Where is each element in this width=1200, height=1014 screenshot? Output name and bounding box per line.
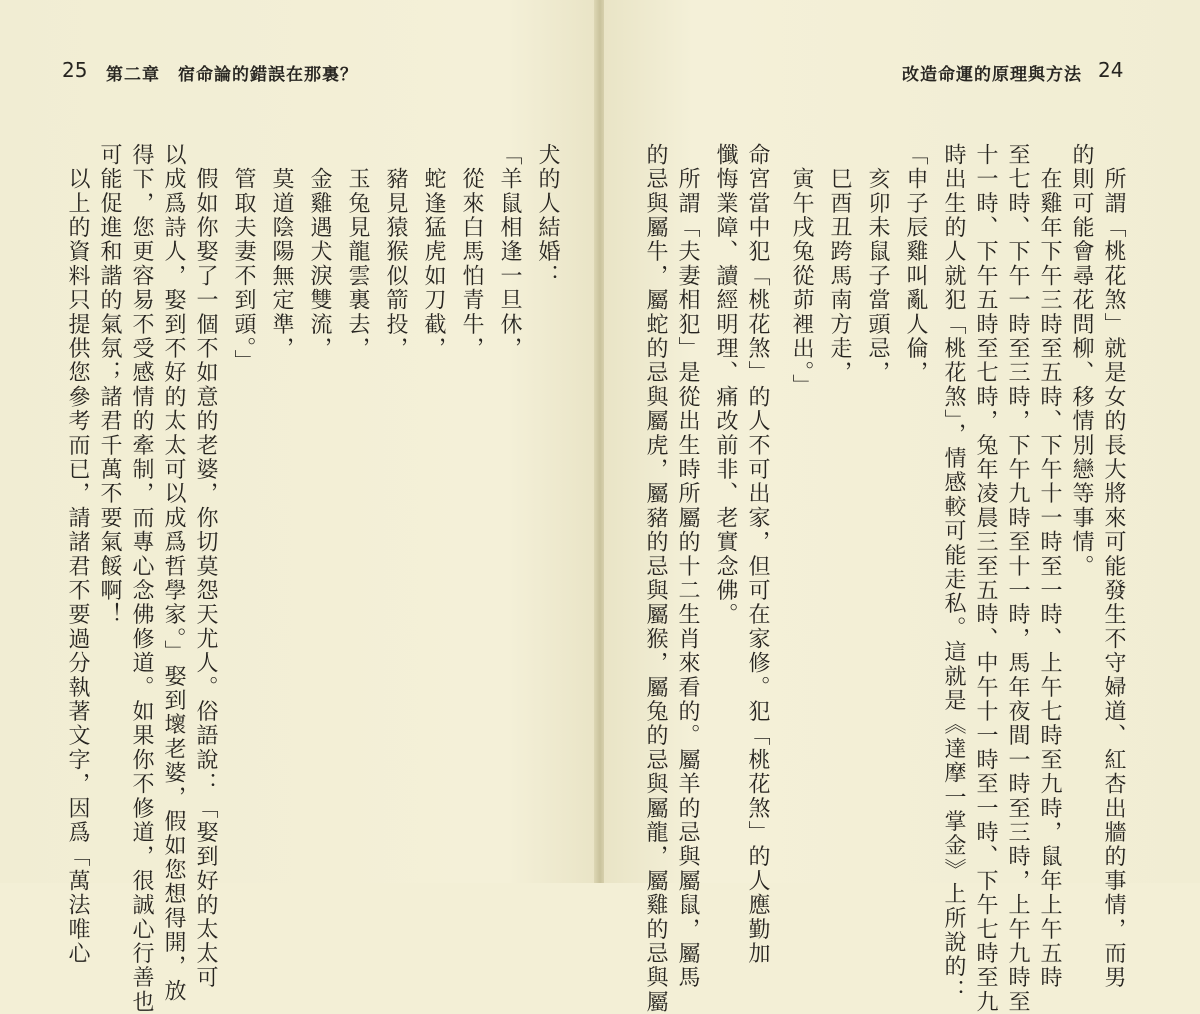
text-column: 從來白馬怕青牛， [459, 143, 484, 361]
left-page [0, 0, 596, 1014]
text-column: 「申子辰雞叫亂人倫， [903, 143, 928, 385]
text-column: 亥卯未鼠子當頭忌， [865, 143, 890, 385]
page-number: 24 [1098, 58, 1124, 82]
text-column: 金雞遇犬淚雙流， [307, 143, 332, 361]
text-column: 時出生的人就犯「桃花煞」，情感較可能走私。這就是《達摩一掌金》上所說的： [941, 143, 966, 1004]
text-column: 「羊鼠相逢一旦休， [497, 143, 522, 361]
text-column: 在雞年下午三時至五時、下午十一時至一時、上午七時至九時，鼠年上午五時 [1037, 143, 1062, 990]
text-column: 玉兔見龍雲裏去， [345, 143, 370, 361]
text-column: 所謂「桃花煞」就是女的長大將來可能發生不守婦道、紅杏出牆的事情，而男 [1101, 143, 1126, 990]
text-column: 莫道陰陽無定準， [269, 143, 294, 361]
text-column: 懺悔業障、讀經明理、痛改前非、老實念佛。 [713, 143, 738, 627]
running-header: 第二章 宿命論的錯誤在那裏？ [106, 65, 358, 85]
text-column: 以上的資料只提供您參考而已，請諸君不要過分執著文字，因爲「萬法唯心 [65, 143, 90, 966]
text-column: 蛇逢猛虎如刀截， [421, 143, 446, 361]
text-column: 寅午戌兔從茆裡出。」 [789, 143, 814, 399]
text-column: 所謂「夫妻相犯」是從出生時所屬的十二生肖來看的。屬羊的忌與屬鼠，屬馬 [675, 143, 700, 990]
text-column: 巳酉丑跨馬南方走， [827, 143, 852, 385]
text-column: 以成爲詩人，娶到不好的太太可以成爲哲學家。」娶到壞老婆，假如您想得開，放 [161, 143, 186, 1004]
text-column: 十一時、下午五時至七時，兔年凌晨三至五時、中午十一時至一時、下午七時至九 [973, 143, 998, 1014]
running-header: 改造命運的原理與方法 [902, 65, 1082, 85]
text-column: 至七時、下午一時至三時，下午九時至十一時，馬年夜間一時至三時，上午九時至 [1005, 143, 1030, 1014]
text-column: 豬見猿猴似箭投， [383, 143, 408, 361]
text-column: 假如你娶了一個不如意的老婆，你切莫怨天尤人。俗語說：「娶到好的太太可 [193, 143, 218, 990]
right-page [604, 0, 1200, 1014]
text-column: 的則可能會尋花問柳、移情別戀等事情。 [1069, 143, 1094, 579]
text-column: 命宮當中犯「桃花煞」的人不可出家，但可在家修。犯「桃花煞」的人應勤加 [745, 143, 770, 966]
page-number: 25 [62, 58, 88, 82]
text-column: 得下，您更容易不受感情的牽制，而專心念佛修道。如果你不修道，很誠心行善也 [129, 143, 154, 1014]
text-column: 可能促進和諧的氣氛；諸君千萬不要氣餒啊！ [97, 143, 122, 627]
text-column: 的忌與屬牛，屬蛇的忌與屬虎，屬豬的忌與屬猴，屬兔的忌與屬龍，屬雞的忌與屬 [643, 143, 668, 1014]
text-column: 犬的人結婚： [535, 143, 560, 289]
text-column: 管取夫妻不到頭。」 [231, 143, 256, 374]
